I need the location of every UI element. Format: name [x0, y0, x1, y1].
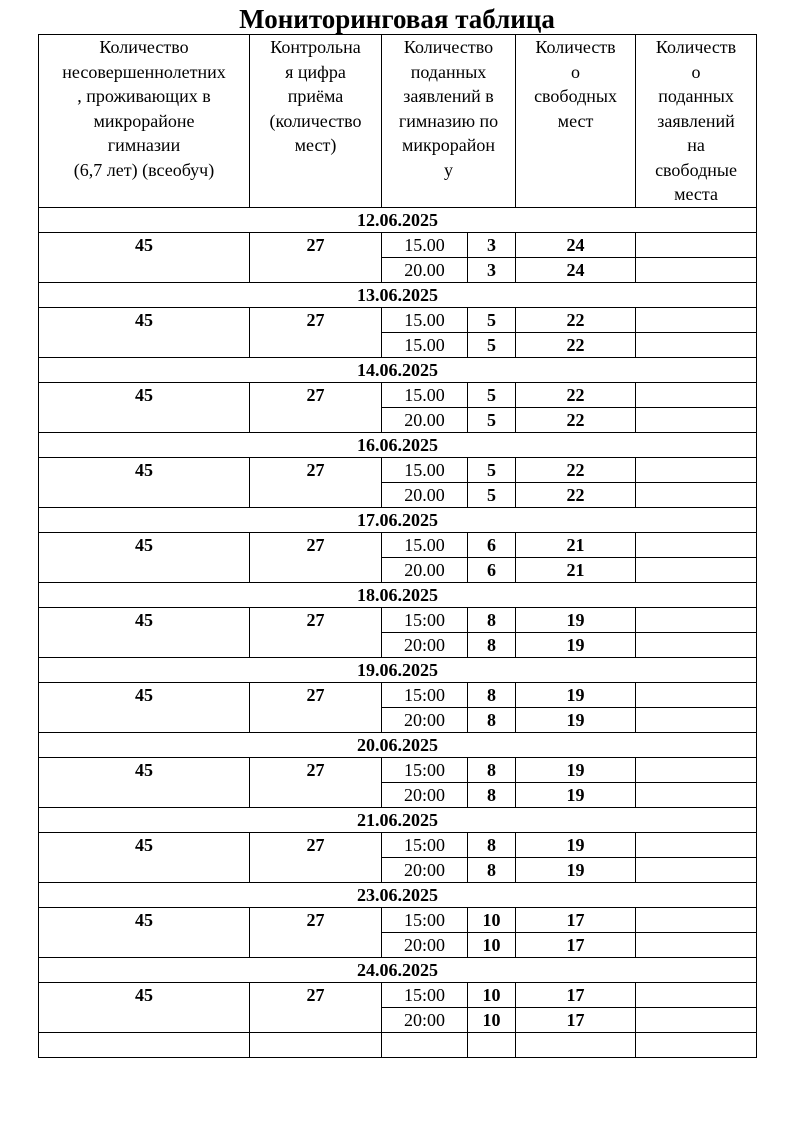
free-places-cell: 17	[516, 932, 636, 957]
date-row	[39, 657, 757, 682]
control-figure-cell: 27	[250, 232, 382, 282]
free-places-cell: 22	[516, 482, 636, 507]
free-place-applications-cell	[636, 632, 757, 657]
date-cell: 12.06.2025	[39, 207, 757, 232]
date-cell: 19.06.2025	[39, 657, 757, 682]
free-place-applications-cell	[636, 407, 757, 432]
empty-cell	[516, 1032, 636, 1057]
applications-count-cell: 8	[468, 857, 516, 882]
free-place-applications-cell	[636, 782, 757, 807]
header-minors	[39, 35, 250, 208]
date-cell: 23.06.2025	[39, 882, 757, 907]
time-cell: 15:00	[382, 757, 468, 782]
applications-count-cell: 10	[468, 932, 516, 957]
applications-count-cell: 10	[468, 907, 516, 932]
free-places-cell: 19	[516, 607, 636, 632]
free-place-applications-cell	[636, 557, 757, 582]
free-places-cell: 19	[516, 707, 636, 732]
date-row	[39, 882, 757, 907]
minors-count-cell: 45	[39, 307, 250, 357]
header-line: Контрольна	[270, 37, 361, 57]
time-cell: 20:00	[382, 632, 468, 657]
applications-count-cell: 8	[468, 632, 516, 657]
time-cell: 15.00	[382, 382, 468, 407]
free-place-applications-cell	[636, 307, 757, 332]
header-line: места	[674, 184, 718, 204]
empty-cell	[250, 1032, 382, 1057]
applications-count-cell: 10	[468, 982, 516, 1007]
applications-count-cell: 3	[468, 232, 516, 257]
applications-count-cell: 5	[468, 482, 516, 507]
time-cell: 15.00	[382, 457, 468, 482]
free-places-cell: 19	[516, 757, 636, 782]
free-places-cell: 24	[516, 257, 636, 282]
header-line: я цифра	[285, 61, 346, 82]
free-places-cell: 22	[516, 382, 636, 407]
free-place-applications-cell	[636, 607, 757, 632]
free-place-applications-cell	[636, 332, 757, 357]
table-row	[39, 907, 757, 932]
time-cell: 15.00	[382, 307, 468, 332]
control-figure-cell: 27	[250, 682, 382, 732]
free-place-applications-cell	[636, 907, 757, 932]
minors-count-cell: 45	[39, 532, 250, 582]
free-place-applications-cell	[636, 532, 757, 557]
free-place-applications-cell	[636, 982, 757, 1007]
header-line: приёма	[287, 86, 344, 106]
time-cell: 20:00	[382, 782, 468, 807]
header-row	[39, 35, 757, 208]
time-cell: 20:00	[382, 857, 468, 882]
free-places-cell: 19	[516, 682, 636, 707]
applications-count-cell: 8	[468, 707, 516, 732]
table-row	[39, 832, 757, 857]
page-title: Мониторинговая таблица	[239, 4, 555, 34]
free-place-applications-cell	[636, 457, 757, 482]
applications-count-cell: 8	[468, 607, 516, 632]
header-line: на	[687, 135, 705, 155]
table-row	[39, 982, 757, 1007]
header-line: мест)	[294, 135, 337, 155]
table-row	[39, 532, 757, 557]
date-row	[39, 207, 757, 232]
minors-count-cell: 45	[39, 832, 250, 882]
free-places-cell: 22	[516, 307, 636, 332]
header-line: заявлений	[657, 110, 735, 131]
free-place-applications-cell	[636, 682, 757, 707]
time-cell: 20.00	[382, 557, 468, 582]
header-line: гимназии	[107, 135, 181, 155]
applications-count-cell: 10	[468, 1007, 516, 1032]
free-place-applications-cell	[636, 382, 757, 407]
table-body	[39, 207, 757, 1057]
applications-count-cell: 8	[468, 832, 516, 857]
free-places-cell: 19	[516, 832, 636, 857]
free-place-applications-cell	[636, 857, 757, 882]
minors-count-cell: 45	[39, 607, 250, 657]
date-row	[39, 807, 757, 832]
minors-count-cell: 45	[39, 382, 250, 432]
control-figure-cell: 27	[250, 382, 382, 432]
control-figure-cell: 27	[250, 757, 382, 807]
free-place-applications-cell	[636, 757, 757, 782]
time-cell: 20:00	[382, 1007, 468, 1032]
free-place-applications-cell	[636, 232, 757, 257]
header-line: Количество	[99, 37, 189, 57]
header-line: Количеств	[535, 37, 616, 57]
free-places-cell: 19	[516, 632, 636, 657]
header-line: (6,7 лет) (всеобуч)	[73, 159, 215, 180]
minors-count-cell: 45	[39, 757, 250, 807]
monitoring-table	[38, 34, 757, 1058]
date-row	[39, 282, 757, 307]
table-row	[39, 232, 757, 257]
free-place-applications-cell	[636, 257, 757, 282]
free-places-cell: 19	[516, 857, 636, 882]
free-place-applications-cell	[636, 932, 757, 957]
time-cell: 15:00	[382, 832, 468, 857]
control-figure-cell: 27	[250, 532, 382, 582]
empty-cell	[39, 1032, 250, 1057]
header-line: о	[571, 61, 581, 82]
applications-count-cell: 8	[468, 682, 516, 707]
time-cell: 15.00	[382, 332, 468, 357]
date-cell: 18.06.2025	[39, 582, 757, 607]
date-cell: 14.06.2025	[39, 357, 757, 382]
time-cell: 20:00	[382, 932, 468, 957]
minors-count-cell: 45	[39, 682, 250, 732]
free-places-cell: 21	[516, 557, 636, 582]
header-line: заявлений в	[403, 86, 494, 106]
date-cell: 13.06.2025	[39, 282, 757, 307]
table-row	[39, 307, 757, 332]
header-line: о	[691, 61, 701, 82]
free-place-applications-cell	[636, 1007, 757, 1032]
minors-count-cell: 45	[39, 232, 250, 282]
header-free-place-applications	[636, 35, 757, 208]
time-cell: 20.00	[382, 482, 468, 507]
table-row	[39, 682, 757, 707]
date-cell: 16.06.2025	[39, 432, 757, 457]
free-place-applications-cell	[636, 707, 757, 732]
date-row	[39, 957, 757, 982]
applications-count-cell: 8	[468, 782, 516, 807]
applications-count-cell: 8	[468, 757, 516, 782]
header-line: поданных	[410, 61, 487, 82]
time-cell: 20:00	[382, 707, 468, 732]
date-row	[39, 507, 757, 532]
free-place-applications-cell	[636, 482, 757, 507]
date-row	[39, 357, 757, 382]
applications-count-cell: 5	[468, 457, 516, 482]
date-cell: 24.06.2025	[39, 957, 757, 982]
header-line: Количеств	[655, 37, 737, 57]
time-cell: 15:00	[382, 607, 468, 632]
applications-count-cell: 6	[468, 557, 516, 582]
header-line: поданных	[658, 86, 734, 106]
control-figure-cell: 27	[250, 457, 382, 507]
time-cell: 15.00	[382, 532, 468, 557]
empty-cell	[382, 1032, 468, 1057]
header-line: несовершеннолетних	[62, 61, 226, 82]
date-cell: 20.06.2025	[39, 732, 757, 757]
free-places-cell: 17	[516, 1007, 636, 1032]
header-control-figure	[250, 35, 382, 208]
header-line: свободные	[655, 159, 737, 180]
control-figure-cell: 27	[250, 907, 382, 957]
header-line: Количество	[403, 37, 494, 57]
free-places-cell: 22	[516, 457, 636, 482]
empty-cell	[636, 1032, 757, 1057]
header-line: гимназию по	[398, 110, 499, 131]
date-row	[39, 732, 757, 757]
date-row	[39, 432, 757, 457]
empty-row	[39, 1032, 757, 1057]
applications-count-cell: 3	[468, 257, 516, 282]
control-figure-cell: 27	[250, 982, 382, 1032]
time-cell: 15.00	[382, 232, 468, 257]
header-line: микрорайоне	[93, 110, 195, 131]
table-row	[39, 607, 757, 632]
applications-count-cell: 5	[468, 407, 516, 432]
applications-count-cell: 6	[468, 532, 516, 557]
table-row	[39, 757, 757, 782]
free-places-cell: 17	[516, 982, 636, 1007]
applications-count-cell: 5	[468, 382, 516, 407]
header-line: свободных	[534, 86, 617, 106]
control-figure-cell: 27	[250, 607, 382, 657]
date-cell: 17.06.2025	[39, 507, 757, 532]
header-line: у	[444, 159, 453, 180]
free-places-cell: 22	[516, 407, 636, 432]
minors-count-cell: 45	[39, 457, 250, 507]
free-places-cell: 19	[516, 782, 636, 807]
header-line: , проживающих в	[77, 86, 211, 106]
date-row	[39, 582, 757, 607]
header-line: (количество	[269, 110, 362, 131]
free-place-applications-cell	[636, 832, 757, 857]
time-cell: 20.00	[382, 407, 468, 432]
date-cell: 21.06.2025	[39, 807, 757, 832]
applications-count-cell: 5	[468, 307, 516, 332]
applications-count-cell: 5	[468, 332, 516, 357]
minors-count-cell: 45	[39, 907, 250, 957]
table-row	[39, 457, 757, 482]
header-line: мест	[557, 110, 594, 131]
free-places-cell: 17	[516, 907, 636, 932]
header-applications	[382, 35, 516, 208]
header-free-places	[516, 35, 636, 208]
free-places-cell: 21	[516, 532, 636, 557]
free-places-cell: 24	[516, 232, 636, 257]
time-cell: 15:00	[382, 982, 468, 1007]
free-places-cell: 22	[516, 332, 636, 357]
time-cell: 15:00	[382, 907, 468, 932]
time-cell: 15:00	[382, 682, 468, 707]
time-cell: 20.00	[382, 257, 468, 282]
header-line: микрорайон	[401, 135, 496, 155]
empty-cell	[468, 1032, 516, 1057]
control-figure-cell: 27	[250, 307, 382, 357]
control-figure-cell: 27	[250, 832, 382, 882]
minors-count-cell: 45	[39, 982, 250, 1032]
table-row	[39, 382, 757, 407]
